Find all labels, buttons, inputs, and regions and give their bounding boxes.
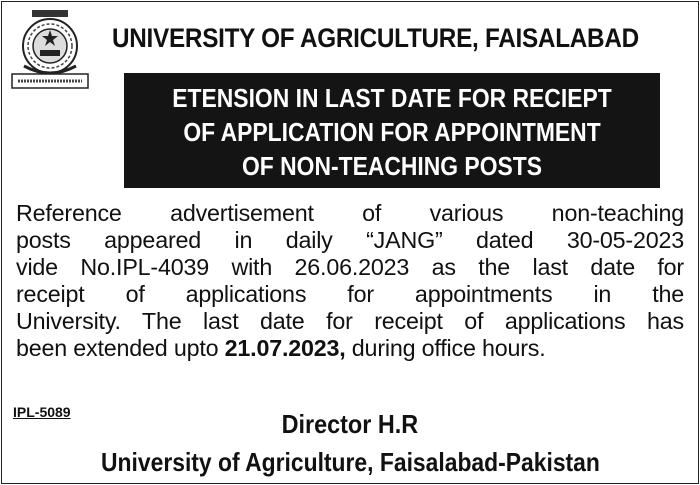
university-title: UNIVERSITY OF AGRICULTURE, FAISALABAD xyxy=(112,23,639,53)
banner-line-2: OF APPLICATION FOR APPOINTMENT xyxy=(183,117,601,147)
signatory xyxy=(0,409,700,440)
body-line-6-start: been extended upto xyxy=(16,335,225,361)
university-logo xyxy=(10,8,90,90)
body-line-1: Reference advertisement of various non-teaching xyxy=(16,200,684,226)
signatory-text: Director H.R xyxy=(281,409,419,439)
body-line-3: vide No.IPL-4039 with 26.06.2023 as the last date for xyxy=(16,254,684,280)
banner-line-1: ETENSION IN LAST DATE FOR RECIEPT xyxy=(172,83,612,113)
address xyxy=(0,447,700,478)
body-line-4: receipt of applications for appointments in the xyxy=(16,281,684,307)
reference-number: IPL-5089 xyxy=(13,404,71,420)
body-line-5: University. The last date for receipt of applications has xyxy=(16,308,684,334)
extended-date: 21.07.2023, xyxy=(224,335,346,361)
body-line-6-end: during office hours. xyxy=(345,335,546,361)
banner-line-3: OF NON-TEACHING POSTS xyxy=(242,151,542,181)
notice-banner xyxy=(124,73,660,188)
address-text: University of Agriculture, Faisalabad-Pakistan xyxy=(100,447,600,477)
body-line-2: posts appeared in daily “JANG” dated 30-05-2023 xyxy=(16,227,684,253)
notice-body xyxy=(16,200,684,362)
body-line-6 xyxy=(16,335,684,362)
